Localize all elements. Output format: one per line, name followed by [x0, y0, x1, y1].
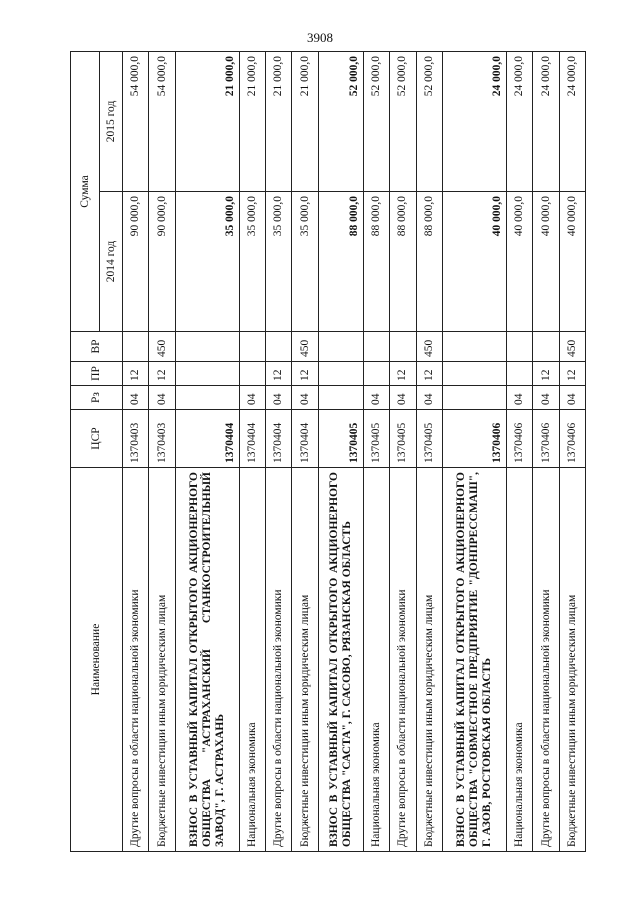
cell-rz: 04	[123, 386, 149, 410]
table-row-section	[175, 51, 239, 851]
cell-sum-2014: 35 000,0	[266, 192, 292, 332]
cell-sum-2014: 90 000,0	[123, 192, 149, 332]
table-row-section	[318, 51, 363, 851]
cell-pr: 12	[149, 362, 175, 386]
budget-table	[70, 51, 586, 852]
cell-rz: 04	[507, 386, 533, 410]
cell-name: Бюджетные инвестиции иным юридическим лицам	[292, 468, 318, 852]
cell-csr: 1370405	[390, 410, 416, 468]
cell-vr	[442, 332, 506, 362]
cell-sum-2014: 40 000,0	[507, 192, 533, 332]
cell-pr: 12	[123, 362, 149, 386]
cell-csr: 1370406	[533, 410, 559, 468]
page-number: 3908	[307, 30, 333, 45]
header-vr: ВР	[71, 332, 123, 362]
cell-sum-2014: 35 000,0	[292, 192, 318, 332]
cell-sum-2015: 21 000,0	[175, 51, 239, 191]
cell-csr: 1370404	[266, 410, 292, 468]
cell-vr: 450	[292, 332, 318, 362]
cell-name: Другие вопросы в области национальной экономики	[533, 468, 559, 852]
table-row-section	[442, 51, 506, 851]
table-row	[507, 51, 533, 851]
budget-table-rotated	[70, 52, 586, 852]
cell-sum-2015: 54 000,0	[149, 51, 175, 191]
header-sum: Сумма	[71, 51, 100, 331]
header-2014: 2014 год	[100, 192, 123, 332]
cell-vr	[390, 332, 416, 362]
cell-vr: 450	[416, 332, 442, 362]
cell-sum-2014: 88 000,0	[390, 192, 416, 332]
cell-csr: 1370403	[123, 410, 149, 468]
cell-pr: 12	[266, 362, 292, 386]
cell-name: Бюджетные инвестиции иным юридическим лицам	[416, 468, 442, 852]
cell-rz: 04	[363, 386, 389, 410]
cell-sum-2014: 40 000,0	[533, 192, 559, 332]
table-row	[149, 51, 175, 851]
cell-sum-2015: 52 000,0	[416, 51, 442, 191]
table-row	[390, 51, 416, 851]
cell-pr: 12	[416, 362, 442, 386]
cell-csr: 1370406	[559, 410, 585, 468]
cell-name: Другие вопросы в области национальной экономики	[123, 468, 149, 852]
cell-name: Бюджетные инвестиции иным юридическим лицам	[149, 468, 175, 852]
cell-pr: 12	[559, 362, 585, 386]
cell-rz	[318, 386, 363, 410]
cell-sum-2014: 90 000,0	[149, 192, 175, 332]
cell-vr	[239, 332, 265, 362]
cell-vr	[533, 332, 559, 362]
cell-csr: 1370404	[292, 410, 318, 468]
cell-sum-2015: 52 000,0	[390, 51, 416, 191]
cell-vr	[266, 332, 292, 362]
cell-vr	[363, 332, 389, 362]
cell-sum-2014: 88 000,0	[416, 192, 442, 332]
cell-rz: 04	[559, 386, 585, 410]
table-row	[533, 51, 559, 851]
header-2015: 2015 год	[100, 51, 123, 191]
cell-sum-2014: 35 000,0	[239, 192, 265, 332]
cell-pr	[175, 362, 239, 386]
table-row	[363, 51, 389, 851]
cell-csr: 1370403	[149, 410, 175, 468]
cell-csr: 1370404	[175, 410, 239, 468]
table-row	[123, 51, 149, 851]
table-row	[416, 51, 442, 851]
header-rz: Рз	[71, 386, 123, 410]
cell-name: Национальная экономика	[239, 468, 265, 852]
table-row	[266, 51, 292, 851]
cell-name: Другие вопросы в области национальной экономики	[390, 468, 416, 852]
cell-sum-2015: 24 000,0	[442, 51, 506, 191]
cell-rz: 04	[239, 386, 265, 410]
cell-vr	[175, 332, 239, 362]
cell-name: ВЗНОС В УСТАВНЫЙ КАПИТАЛ ОТКРЫТОГО АКЦИОНЕРНОГО ОБЩЕСТВА "САСТА", Г. САСОВО, РЯЗАНСКАЯ ОБЛАСТЬ	[318, 468, 363, 852]
cell-vr	[318, 332, 363, 362]
cell-rz: 04	[149, 386, 175, 410]
cell-sum-2014: 40 000,0	[559, 192, 585, 332]
cell-pr	[318, 362, 363, 386]
cell-pr: 12	[533, 362, 559, 386]
cell-vr	[507, 332, 533, 362]
cell-name: Национальная экономика	[507, 468, 533, 852]
cell-rz: 04	[416, 386, 442, 410]
cell-sum-2014: 88 000,0	[363, 192, 389, 332]
cell-name: Бюджетные инвестиции иным юридическим лицам	[559, 468, 585, 852]
cell-name: Национальная экономика	[363, 468, 389, 852]
cell-csr: 1370405	[416, 410, 442, 468]
cell-pr	[239, 362, 265, 386]
cell-sum-2015: 52 000,0	[363, 51, 389, 191]
table-row	[292, 51, 318, 851]
cell-rz: 04	[266, 386, 292, 410]
cell-sum-2015: 21 000,0	[239, 51, 265, 191]
cell-vr: 450	[559, 332, 585, 362]
cell-sum-2014: 88 000,0	[318, 192, 363, 332]
cell-sum-2015: 24 000,0	[559, 51, 585, 191]
table-header	[71, 51, 123, 851]
header-pr: ПР	[71, 362, 123, 386]
cell-csr: 1370406	[442, 410, 506, 468]
cell-rz	[175, 386, 239, 410]
cell-sum-2015: 21 000,0	[266, 51, 292, 191]
cell-rz: 04	[390, 386, 416, 410]
cell-pr	[507, 362, 533, 386]
cell-name: ВЗНОС В УСТАВНЫЙ КАПИТАЛ ОТКРЫТОГО АКЦИОНЕРНОГО ОБЩЕСТВА "СОВМЕСТНОЕ ПРЕДПРИЯТИЕ "ДОНПРЕССМАШ", Г. АЗОВ, РОСТОВСКАЯ ОБЛАСТЬ	[442, 468, 506, 852]
cell-sum-2015: 52 000,0	[318, 51, 363, 191]
cell-sum-2015: 24 000,0	[507, 51, 533, 191]
cell-name: ВЗНОС В УСТАВНЫЙ КАПИТАЛ ОТКРЫТОГО АКЦИОНЕРНОГО ОБЩЕСТВА "АСТРАХАНСКИЙ СТАНКОСТРОИТЕЛЬНЫЙ ЗАВОД", Г. АСТРАХАНЬ	[175, 468, 239, 852]
cell-pr: 12	[292, 362, 318, 386]
cell-csr: 1370405	[363, 410, 389, 468]
header-csr: ЦСР	[71, 410, 123, 468]
cell-pr	[442, 362, 506, 386]
cell-sum-2015: 24 000,0	[533, 51, 559, 191]
cell-sum-2014: 35 000,0	[175, 192, 239, 332]
cell-vr	[123, 332, 149, 362]
header-name: Наименование	[71, 468, 123, 852]
cell-csr: 1370406	[507, 410, 533, 468]
cell-csr: 1370404	[239, 410, 265, 468]
cell-csr: 1370405	[318, 410, 363, 468]
cell-sum-2015: 21 000,0	[292, 51, 318, 191]
cell-sum-2014: 40 000,0	[442, 192, 506, 332]
cell-rz: 04	[292, 386, 318, 410]
table-row	[239, 51, 265, 851]
cell-name: Другие вопросы в области национальной экономики	[266, 468, 292, 852]
cell-pr: 12	[390, 362, 416, 386]
table-body	[123, 51, 586, 851]
cell-rz: 04	[533, 386, 559, 410]
table-row	[559, 51, 585, 851]
cell-sum-2015: 54 000,0	[123, 51, 149, 191]
cell-pr	[363, 362, 389, 386]
cell-rz	[442, 386, 506, 410]
cell-vr: 450	[149, 332, 175, 362]
